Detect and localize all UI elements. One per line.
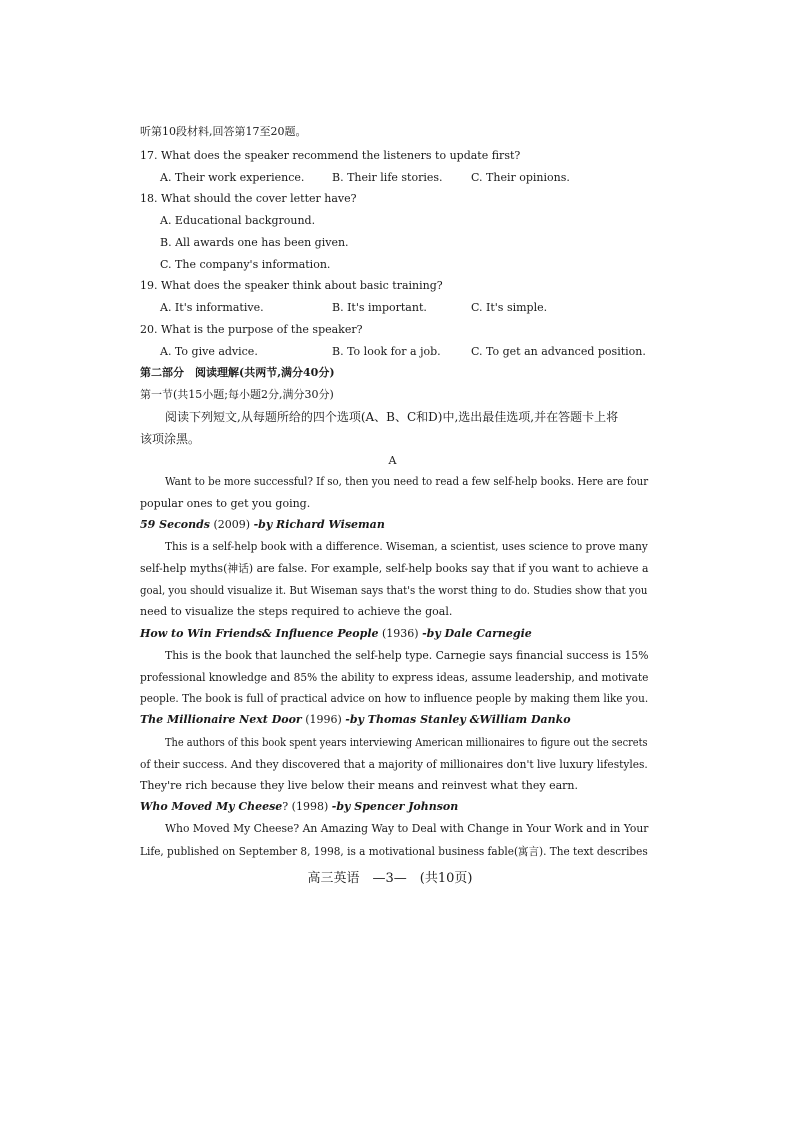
book-author: -by Dale Carnegie <box>422 627 532 640</box>
book-title: 59 Seconds <box>140 518 210 531</box>
passage-label: A <box>388 454 397 467</box>
book-year: (1996) <box>301 713 346 726</box>
option-19-b: B. It's important. <box>332 301 427 314</box>
book-heading <box>140 714 571 725</box>
option-20-a: A. To give advice. <box>160 345 258 358</box>
book-author: -by Spencer Johnson <box>331 800 459 813</box>
book-year: ? (1998) <box>282 800 329 813</box>
paragraph-line: This is a self-help book with a difference. Wiseman, a scientist, uses science to prove many <box>165 540 648 553</box>
passage-intro-line-1: Want to be more successful? If so, then you need to read a few self-help books. Here are four <box>165 475 649 488</box>
option-17-c: C. Their opinions. <box>471 171 570 184</box>
paragraph-line: The authors of this book spent years interviewing American millionaires to figure out the secrets <box>165 736 648 749</box>
option-18-b: B. All awards one has been given. <box>160 236 349 249</box>
question-17: 17. What does the speaker recommend the listeners to update first? <box>140 149 521 162</box>
paragraph-line: of their success. And they discovered that a majority of millionaires don't live luxury lifestyles. <box>140 758 648 771</box>
paragraph-line: This is the book that launched the self-help type. Carnegie says financial success is 15% <box>165 649 649 662</box>
book-heading <box>140 519 385 530</box>
question-20: 20. What is the purpose of the speaker? <box>140 323 363 336</box>
option-20-c: C. To get an advanced position. <box>471 345 646 358</box>
book-heading <box>140 801 458 812</box>
passage-intro-line-2: popular ones to get you going. <box>140 497 311 510</box>
book-year: (2009) <box>210 518 254 531</box>
listening-intro: 听第10段材料,回答第17至20题。 <box>140 125 307 138</box>
section1-heading: 第一节(共15小题;每小题2分,满分30分) <box>140 388 334 401</box>
book-year: (1936) <box>378 627 423 640</box>
option-17-a: A. Their work experience. <box>160 171 305 184</box>
paragraph-line: Life, published on September 8, 1998, is a motivational business fable(寓言). The text describes <box>140 845 648 858</box>
instruction-line-2: 该项涂黑。 <box>140 432 201 446</box>
part2-heading: 第二部分 阅读理解(共两节,满分40分) <box>140 366 335 379</box>
option-17-b: B. Their life stories. <box>332 171 443 184</box>
paragraph-line: Who Moved My Cheese? An Amazing Way to Deal with Change in Your Work and in Your <box>165 822 649 835</box>
instruction-line-1: 阅读下列短文,从每题所给的四个选项(A、B、C和D)中,选出最佳选项,并在答题卡上将 <box>165 410 619 424</box>
paragraph-line: They're rich because they live below their means and reinvest what they earn. <box>140 779 579 792</box>
paragraph-line: professional knowledge and 85% the ability to express ideas, assume leadership, and motivate <box>140 671 649 684</box>
book-author: -by Thomas Stanley &William Danko <box>345 713 571 726</box>
book-title: Who Moved My Cheese <box>140 800 283 813</box>
option-20-b: B. To look for a job. <box>332 345 441 358</box>
option-18-a: A. Educational background. <box>160 214 316 227</box>
paragraph-line: goal, you should visualize it. But Wiseman says that's the worst thing to do. Studies show that you <box>140 584 648 597</box>
book-title: The Millionaire Next Door <box>140 713 302 726</box>
book-author: -by Richard Wiseman <box>253 518 385 531</box>
option-19-a: A. It's informative. <box>160 301 264 314</box>
question-19: 19. What does the speaker think about basic training? <box>140 279 443 292</box>
option-19-c: C. It's simple. <box>471 301 548 314</box>
paragraph-line: need to visualize the steps required to achieve the goal. <box>140 605 453 618</box>
page-footer: 高三英语 —3— (共10页) <box>307 871 473 886</box>
option-18-c: C. The company's information. <box>160 258 331 271</box>
book-title: How to Win Friends& Influence People <box>140 627 379 640</box>
question-18: 18. What should the cover letter have? <box>140 192 357 205</box>
paragraph-line: people. The book is full of practical advice on how to influence people by making them like you. <box>140 692 649 705</box>
paragraph-line: self-help myths(神话) are false. For example, self-help books say that if you want to achieve a <box>140 562 649 575</box>
book-heading <box>140 628 532 639</box>
